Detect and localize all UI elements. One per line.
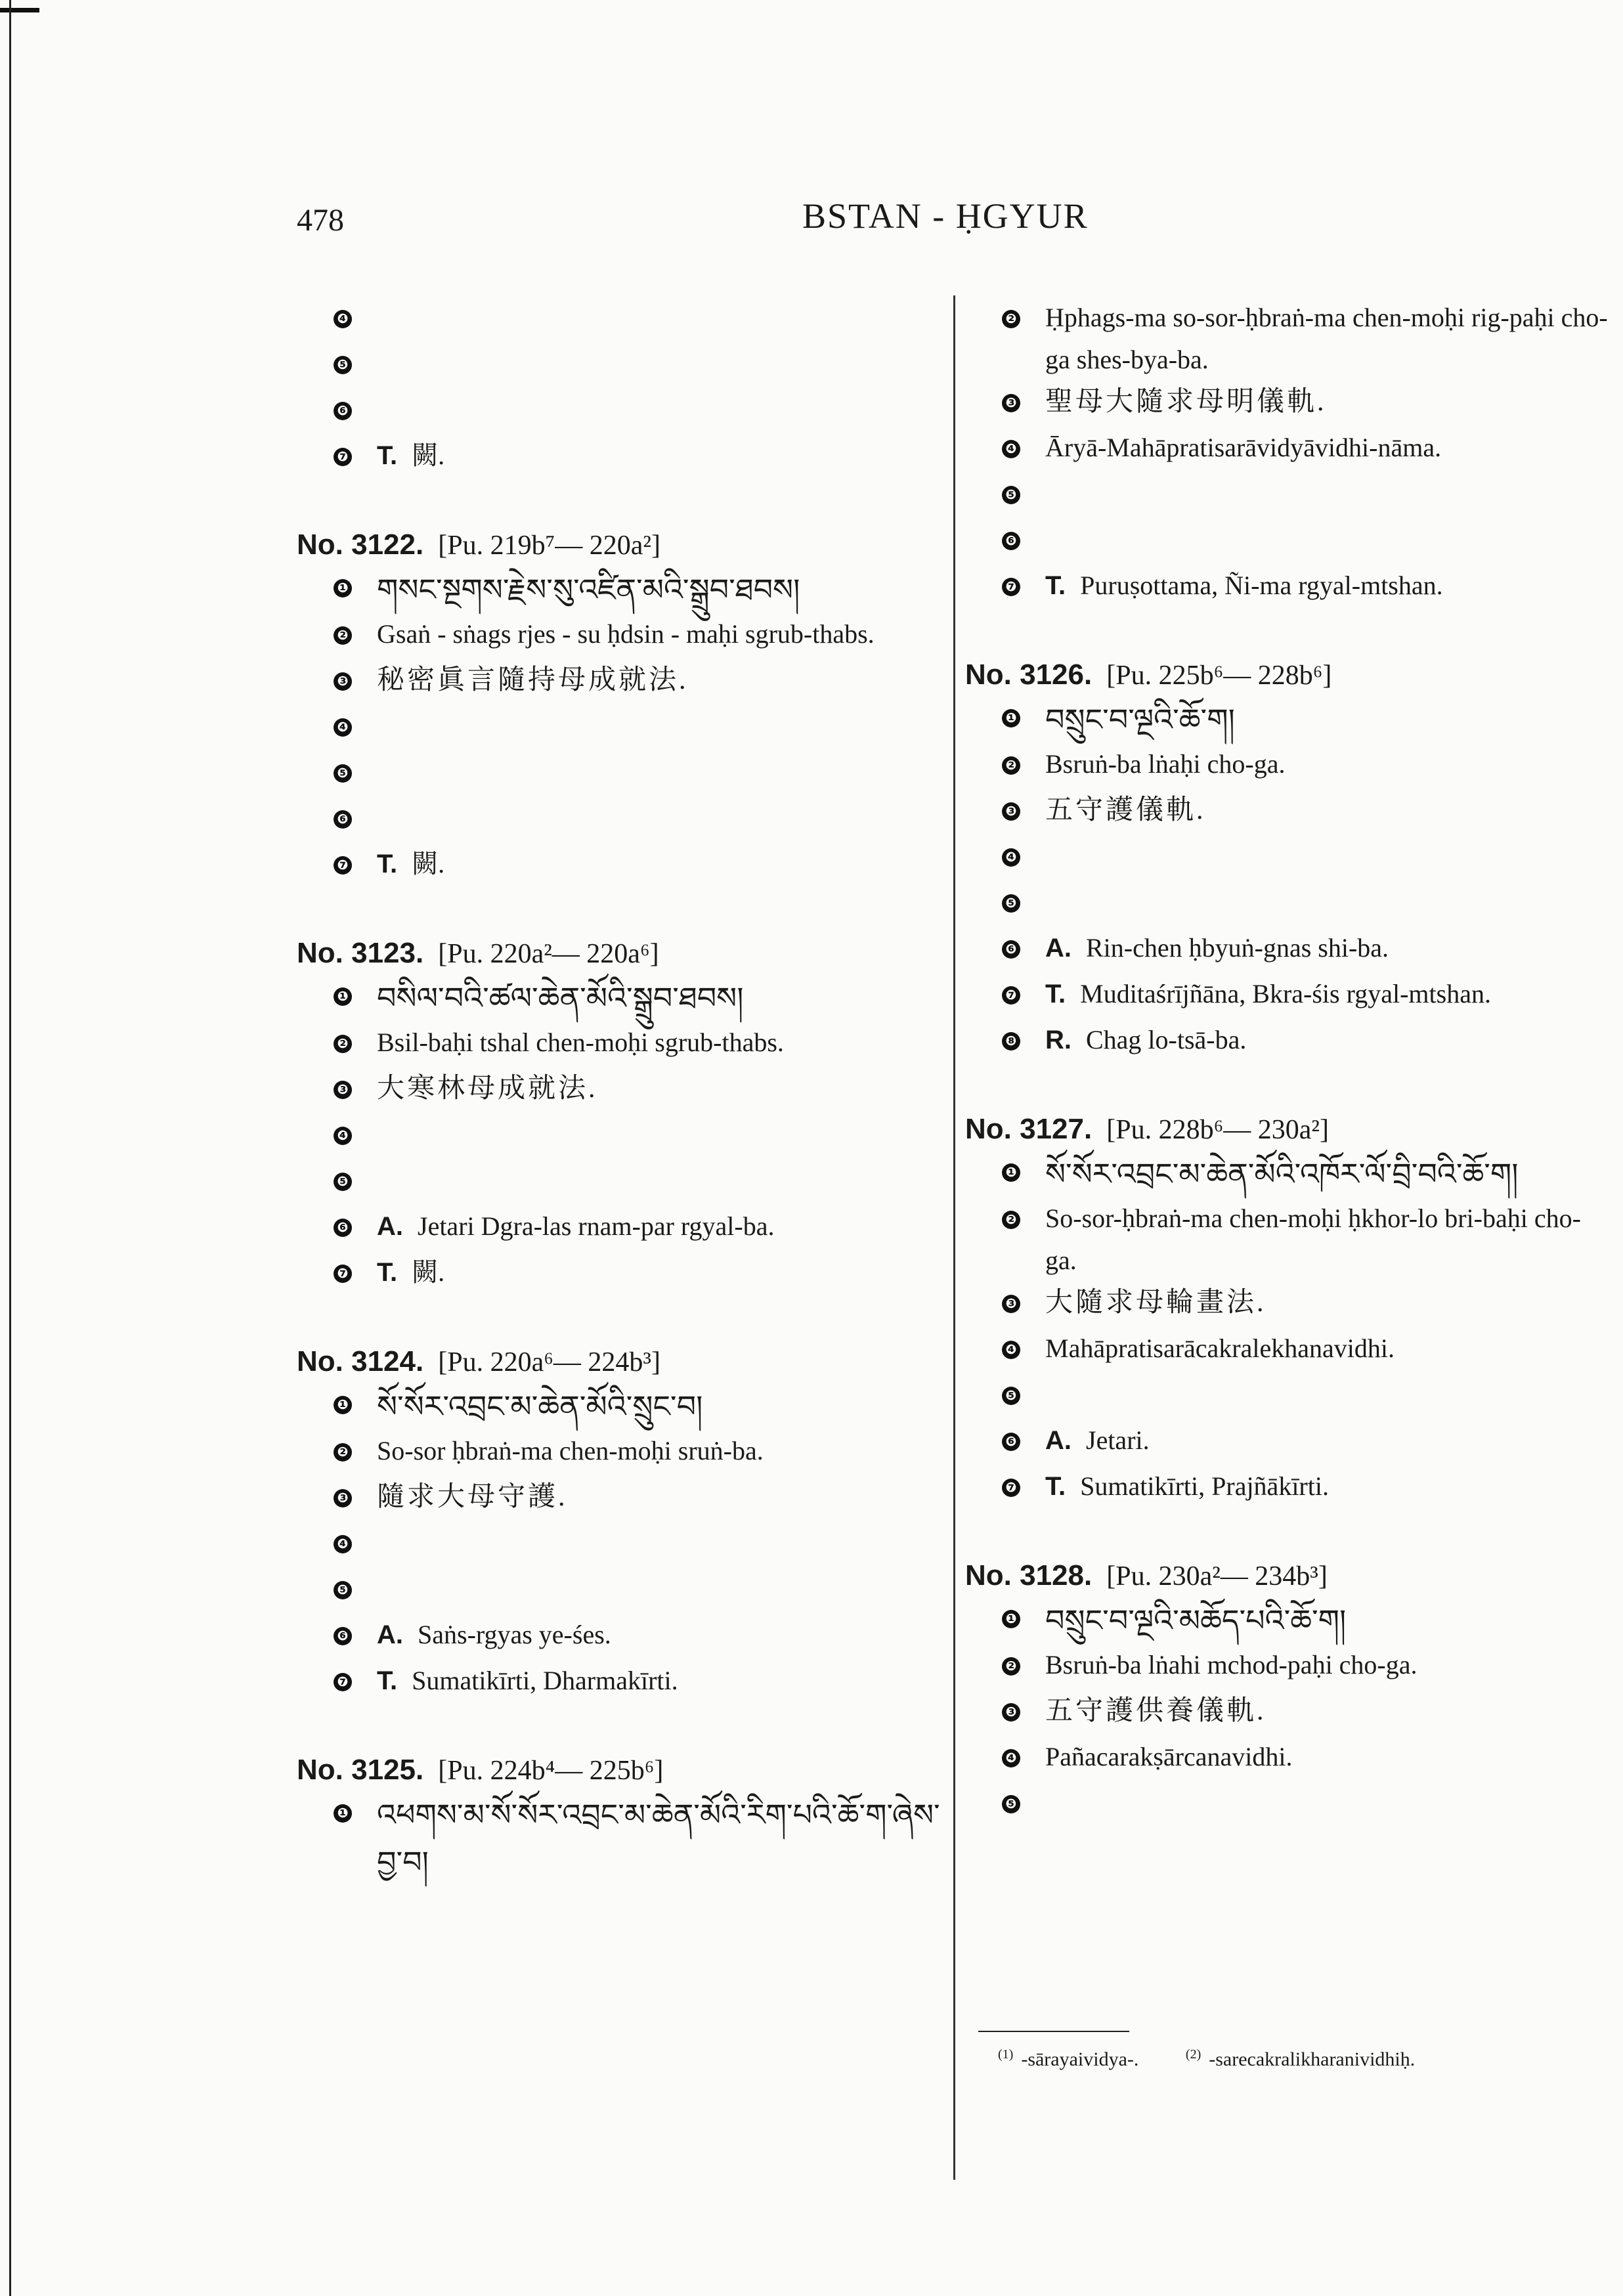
entry-field (965, 427, 1609, 473)
field-label: T. (1045, 1472, 1066, 1501)
entry-number: No. 3123. (297, 937, 424, 969)
field-content (1045, 1150, 1609, 1198)
entry-field (965, 519, 1609, 565)
field-text: Puruṣottama, Ñi-ma rgyal-mtshan. (1080, 571, 1443, 600)
field-text: Ḥphags-ma so-sor-ḥbraṅ-ma chen-moḥi rig-paḥi cho-ga shes-bya-ba. (1045, 303, 1608, 374)
field-number-badge: ❻ (334, 1627, 352, 1645)
field-number-badge: ❶ (334, 1804, 352, 1823)
field-label: A. (1045, 934, 1071, 963)
entry-field (965, 381, 1609, 427)
field-number-badge: ❹ (1002, 1341, 1020, 1359)
left-column (297, 297, 940, 1929)
field-number-badge: ❷ (334, 1035, 352, 1053)
entry-field (965, 1019, 1609, 1065)
entry-field (297, 1251, 940, 1297)
field-number-badge: ❻ (334, 1219, 352, 1237)
field-content (377, 613, 940, 655)
field-number-badge: ❸ (334, 1489, 352, 1507)
entry-field (965, 973, 1609, 1019)
field-text: སོ་སོར་འབྲང་མ་ཆེན་མོའི་འཁོར་ལོ་བྲི་བའི་ཆོ་ག། (1045, 1156, 1519, 1192)
entry-field (965, 1328, 1609, 1374)
field-text: Bsil-baḥi tshal chen-moḥi sgrub-thabs. (377, 1028, 784, 1057)
field-text: གསང་སྔགས་རྗེས་སུ་འཛིན་མའི་སྒྲུབ་ཐབས། (377, 572, 800, 607)
field-number-badge: ❻ (1002, 1433, 1020, 1451)
field-content (1045, 1690, 1609, 1732)
entry-field (297, 1159, 940, 1205)
entry-field (965, 1644, 1609, 1690)
field-content (377, 1022, 940, 1064)
entry-field (297, 1205, 940, 1251)
entry-field (965, 1597, 1609, 1644)
field-number-badge: ❹ (334, 1127, 352, 1145)
field-number-badge: ❼ (1002, 578, 1020, 596)
entry-number: No. 3128. (965, 1559, 1093, 1592)
page-edge-line (9, 0, 11, 2296)
catalog-entry (965, 1108, 1609, 1511)
entry-heading (297, 932, 940, 974)
field-number-badge: ❷ (1002, 756, 1020, 775)
field-content (377, 1660, 940, 1702)
field-content (377, 1383, 940, 1430)
entry-field (965, 1690, 1609, 1736)
field-number-badge: ❶ (1002, 1163, 1020, 1182)
entry-field (297, 1430, 940, 1476)
running-header: BSTAN - ḤGYUR (802, 196, 1089, 236)
field-number-badge: ❺ (1002, 1387, 1020, 1405)
field-text: 闕. (412, 1257, 445, 1287)
field-label: T. (377, 850, 398, 878)
catalog-entry (297, 524, 940, 889)
field-text: Pañacarakṣārcanavidhi. (1045, 1742, 1293, 1771)
entry-field (297, 1522, 940, 1568)
entry-field (297, 705, 940, 751)
entry-number: No. 3127. (965, 1113, 1093, 1145)
entry-heading (297, 1341, 940, 1383)
field-content (1045, 1465, 1609, 1507)
field-text: བསིལ་བའི་ཚལ་ཆེན་མོའི་སྒྲུབ་ཐབས། (377, 980, 744, 1016)
field-label: A. (377, 1212, 403, 1241)
field-number-badge: ❼ (1002, 1479, 1020, 1497)
field-content (1045, 1282, 1609, 1324)
catalog-entry (297, 932, 940, 1297)
field-text: 大寒林母成就法. (377, 1073, 598, 1104)
footnote-text: -sarecakralikharanividhiḥ. (1209, 2048, 1416, 2070)
entry-field (297, 1476, 940, 1522)
field-number-badge: ❹ (334, 310, 352, 328)
field-text: འཕགས་མ་སོ་སོར་འབྲང་མ་ཆེན་མོའི་རིག་པའི་ཆོ་ག་ཞེས་བྱ་བ། (377, 1797, 940, 1880)
field-text: Āryā-Mahāpratisarāvidyāvidhi-nāma. (1045, 433, 1442, 462)
field-text: 五守護儀軌. (1045, 795, 1206, 825)
entry-field (965, 789, 1609, 835)
page-corner-mark (0, 8, 39, 12)
entry-field (297, 1568, 940, 1614)
field-number-badge: ❶ (1002, 1610, 1020, 1628)
catalog-entry (297, 1341, 940, 1706)
entry-heading (965, 1108, 1609, 1150)
entry-number: No. 3124. (297, 1345, 424, 1377)
footnotes (998, 2047, 1457, 2071)
entry-field (965, 881, 1609, 927)
entry-field (965, 1282, 1609, 1328)
entry-field (297, 751, 940, 797)
entry-field (297, 797, 940, 843)
field-content (377, 566, 940, 613)
entry-field (297, 1383, 940, 1430)
field-number-badge: ❼ (334, 1673, 352, 1691)
field-number-badge: ❶ (334, 1396, 352, 1414)
footnote-mark: (1) (998, 2047, 1014, 2062)
field-number-badge: ❹ (1002, 848, 1020, 867)
field-label: A. (377, 1620, 403, 1649)
field-number-badge: ❺ (334, 356, 352, 374)
field-content (1045, 427, 1609, 469)
entry-field (965, 835, 1609, 881)
field-text: 五守護供養儀軌. (1045, 1696, 1266, 1726)
field-number-badge: ❷ (334, 1443, 352, 1462)
catalog-entry (297, 1749, 940, 1886)
field-text: So-sor ḥbraṅ-ma chen-moḥi sruṅ-ba. (377, 1436, 764, 1465)
field-number-badge: ❺ (1002, 486, 1020, 504)
field-label: T. (377, 441, 398, 470)
field-number-badge: ❹ (1002, 440, 1020, 458)
entry-field (297, 1614, 940, 1660)
field-content (377, 843, 940, 885)
field-text: 大隨求母輪畫法. (1045, 1288, 1266, 1318)
field-content (377, 1068, 940, 1110)
folio-reference: [Pu. 220a⁶— 224b³] (438, 1347, 660, 1377)
entry-field (965, 1419, 1609, 1465)
field-content (377, 1791, 940, 1886)
field-content (1045, 1419, 1609, 1462)
field-number-badge: ❹ (1002, 1749, 1020, 1767)
entry-field (297, 659, 940, 705)
field-content (1045, 1198, 1609, 1282)
field-number-badge: ❷ (1002, 310, 1020, 328)
field-content (1045, 381, 1609, 423)
entry-field (297, 1791, 940, 1886)
field-text: Saṅs-rgyas ye-śes. (418, 1620, 611, 1649)
field-content (377, 1430, 940, 1472)
entry-number: No. 3122. (297, 529, 424, 561)
footnote-text: -sārayaividya-. (1021, 2048, 1139, 2070)
field-text: Rin-chen ḥbyuṅ-gnas shi-ba. (1086, 933, 1389, 963)
entry-field (297, 1660, 940, 1706)
field-number-badge: ❻ (1002, 940, 1020, 959)
field-content (377, 435, 940, 477)
entry-field (965, 1736, 1609, 1782)
field-number-badge: ❺ (334, 764, 352, 783)
entry-field (965, 1782, 1609, 1828)
entry-field (297, 389, 940, 435)
field-label: T. (377, 1666, 398, 1695)
field-label: T. (1045, 571, 1066, 600)
entry-number: No. 3125. (297, 1754, 424, 1786)
field-number-badge: ❶ (334, 579, 352, 597)
folio-reference: [Pu. 220a²— 220a⁶] (438, 939, 659, 969)
field-number-badge: ❸ (1002, 802, 1020, 821)
field-content (1045, 927, 1609, 969)
field-label: T. (377, 1258, 398, 1287)
field-content (1045, 973, 1609, 1015)
field-text: Bsruṅ-ba lṅaḥi cho-ga. (1045, 749, 1286, 779)
field-content (377, 974, 940, 1022)
field-number-badge: ❼ (334, 856, 352, 875)
field-content (377, 1476, 940, 1518)
field-text: བསྲུང་བ་ལྔའི་མཆོད་པའི་ཆོ་ག། (1045, 1603, 1347, 1638)
field-content (1045, 1736, 1609, 1778)
entry-field (297, 613, 940, 659)
entry-field (965, 1198, 1609, 1282)
field-number-badge: ❷ (1002, 1211, 1020, 1229)
field-text: སོ་སོར་འབྲང་མ་ཆེན་མོའི་སྲུང་བ། (377, 1389, 703, 1424)
entry-heading (297, 1749, 940, 1791)
right-column (965, 297, 1609, 1871)
field-number-badge: ❺ (334, 1581, 352, 1599)
field-text: 闕. (412, 849, 445, 878)
field-number-badge: ❸ (334, 1081, 352, 1099)
entry-field (297, 297, 940, 343)
field-number-badge: ❺ (1002, 1795, 1020, 1813)
field-content (377, 1614, 940, 1656)
field-text: Gsaṅ - sṅags rjes - su ḥdsin - maḥi sgrub-thabs. (377, 619, 875, 649)
field-content (377, 659, 940, 701)
entry-number: No. 3126. (965, 659, 1093, 691)
column-divider (953, 295, 955, 2180)
folio-reference: [Pu. 224b⁴— 225b⁶] (438, 1756, 664, 1786)
field-text: So-sor-ḥbraṅ-ma chen-moḥi ḥkhor-lo bri-baḥi cho-ga. (1045, 1203, 1581, 1275)
entry-heading (965, 654, 1609, 696)
field-number-badge: ❺ (334, 1173, 352, 1191)
field-number-badge: ❻ (334, 402, 352, 420)
field-text: Jetari Dgra-las rnam-par rgyal-ba. (418, 1211, 775, 1241)
catalog-entry (965, 654, 1609, 1065)
field-text: 秘密眞言隨持母成就法. (377, 665, 689, 695)
entry-field (297, 1068, 940, 1114)
field-number-badge: ❻ (334, 810, 352, 829)
field-text: 隨求大母守護. (377, 1482, 568, 1512)
field-content (1045, 1644, 1609, 1686)
field-label: T. (1045, 980, 1066, 1008)
field-text: 闕. (412, 441, 445, 470)
entry-field (297, 343, 940, 389)
field-number-badge: ❼ (334, 448, 352, 466)
footnote-1 (998, 2048, 1138, 2070)
field-label: R. (1045, 1026, 1071, 1054)
field-number-badge: ❽ (1002, 1032, 1020, 1051)
field-number-badge: ❶ (1002, 709, 1020, 727)
entry-field (965, 565, 1609, 611)
entry-field (297, 1022, 940, 1068)
entry-field (965, 1465, 1609, 1511)
field-text: Muditaśrījñāna, Bkra-śis rgyal-mtshan. (1080, 979, 1491, 1008)
field-number-badge: ❸ (1002, 1295, 1020, 1313)
carryover-block (297, 297, 940, 481)
field-number-badge: ❶ (334, 987, 352, 1006)
field-number-badge: ❷ (334, 626, 352, 645)
field-number-badge: ❼ (1002, 986, 1020, 1005)
field-content (377, 1205, 940, 1247)
footnote-rule (978, 2031, 1129, 2032)
folio-reference: [Pu. 219b⁷— 220a²] (438, 531, 660, 561)
field-number-badge: ❸ (1002, 394, 1020, 412)
field-content (1045, 1019, 1609, 1061)
field-number-badge: ❹ (334, 1535, 352, 1553)
field-number-badge: ❹ (334, 718, 352, 737)
field-text: 聖母大隨求母明儀軌. (1045, 387, 1327, 417)
field-content (1045, 743, 1609, 785)
footnote-2 (1186, 2048, 1415, 2070)
field-label: A. (1045, 1426, 1071, 1455)
field-content (1045, 1328, 1609, 1370)
field-number-badge: ❺ (1002, 894, 1020, 913)
entry-heading (965, 1555, 1609, 1597)
field-content (1045, 696, 1609, 743)
field-text: བསྲུང་བ་ལྔའི་ཆོ་ག། (1045, 702, 1235, 737)
page-number: 478 (297, 203, 344, 238)
folio-reference: [Pu. 228b⁶— 230a²] (1106, 1115, 1329, 1145)
field-content (1045, 1597, 1609, 1644)
entry-field (965, 696, 1609, 743)
entry-field (297, 1114, 940, 1159)
folio-reference: [Pu. 230a²— 234b³] (1106, 1561, 1328, 1592)
field-number-badge: ❸ (334, 672, 352, 691)
field-text: Sumatikīrti, Prajñākīrti. (1080, 1471, 1329, 1501)
entry-heading (297, 524, 940, 566)
folio-reference: [Pu. 225b⁶— 228b⁶] (1106, 661, 1332, 691)
entry-field (297, 843, 940, 889)
field-number-badge: ❸ (1002, 1703, 1020, 1722)
field-number-badge: ❻ (1002, 532, 1020, 550)
entry-field (965, 743, 1609, 789)
field-content (1045, 789, 1609, 831)
field-content (377, 1251, 940, 1293)
field-number-badge: ❷ (1002, 1657, 1020, 1676)
field-text: Bsruṅ-ba lṅahi mchod-paḥi cho-ga. (1045, 1650, 1417, 1679)
entry-field (965, 473, 1609, 519)
entry-field (297, 974, 940, 1022)
field-content (1045, 297, 1609, 381)
carryover-block (965, 297, 1609, 611)
field-text: Mahāpratisarācakralekhanavidhi. (1045, 1333, 1395, 1363)
catalog-entry (965, 1555, 1609, 1828)
field-number-badge: ❼ (334, 1265, 352, 1283)
footnote-mark: (2) (1185, 2047, 1201, 2062)
entry-field (965, 927, 1609, 973)
entry-field (297, 566, 940, 613)
entry-field (965, 1374, 1609, 1419)
entry-field (965, 1150, 1609, 1198)
field-text: Sumatikīrti, Dharmakīrti. (412, 1666, 678, 1695)
entry-field (965, 297, 1609, 381)
field-content (1045, 565, 1609, 607)
field-text: Jetari. (1086, 1425, 1150, 1455)
field-text: Chag lo-tsā-ba. (1086, 1025, 1247, 1054)
entry-field (297, 435, 940, 481)
